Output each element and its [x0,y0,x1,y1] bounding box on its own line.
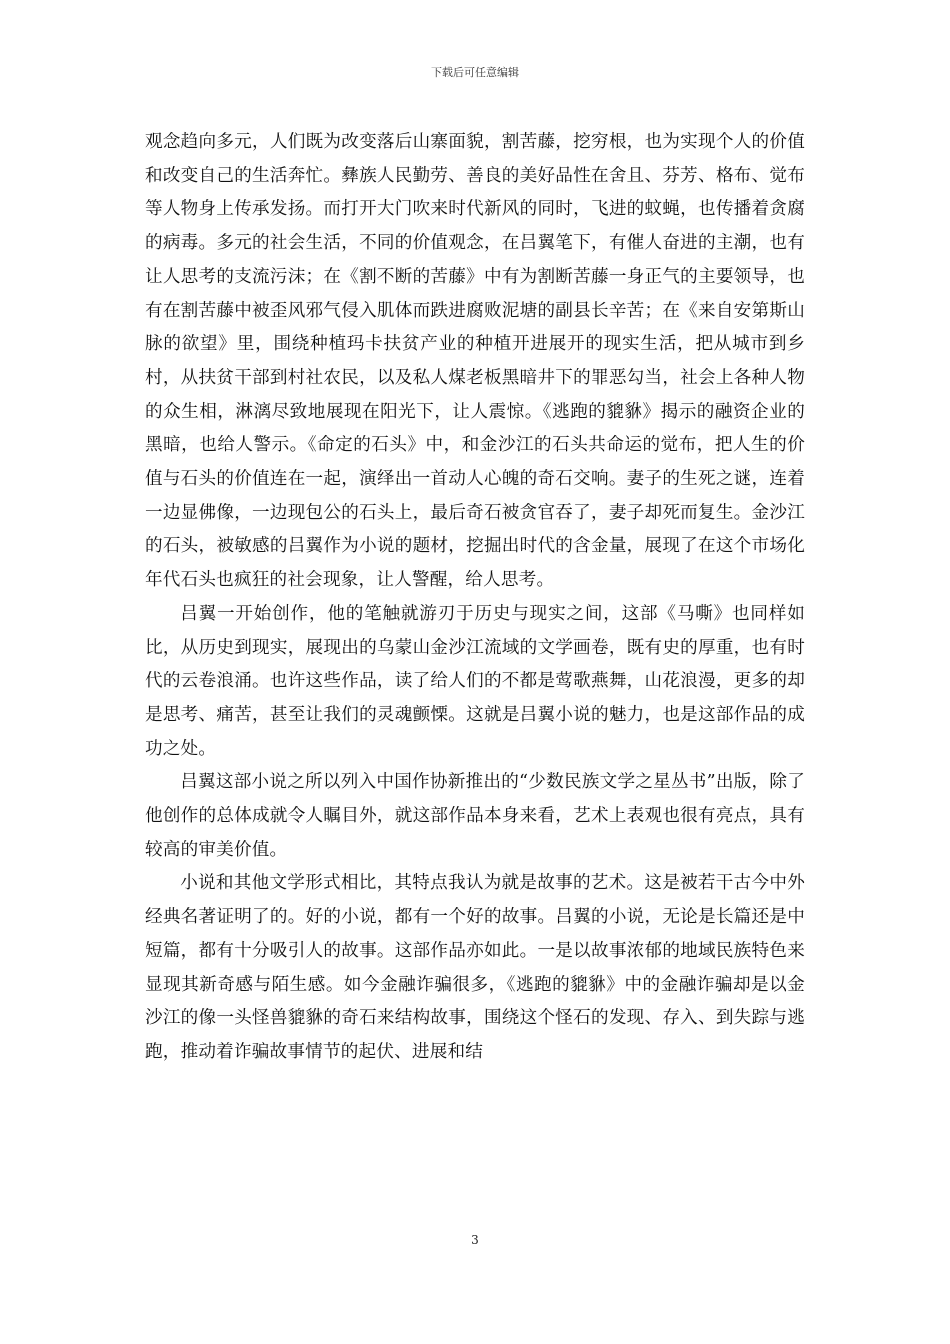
paragraph-1: 观念趋向多元，人们既为改变落后山寨面貌，割苦藤，挖穷根，也为实现个人的价值和改变自己的生活奔忙。彝族人民勤劳、善良的美好品性在舍且、芬芳、格布、觉布等人物身上传承发扬。而打开大门吹来时代新风的同时，飞进的蚊蝇，也传播着贪腐的病毒。多元的社会生活，不同的价值观念，在吕翼笔下，有催人奋进的主潮，也有让人思考的支流污沫；在《割不断的苦藤》中有为割断苦藤一身正气的主要领导，也有在割苦藤中被歪风邪气侵入肌体而跌进腐败泥塘的副县长辛苦；在《来自安第斯山脉的欲望》里，围绕种植玛卡扶贫产业的种植开进展开的现实生活，把从城市到乡村，从扶贫干部到村社农民，以及私人煤老板黑暗井下的罪恶勾当，社会上各种人物的众生相，淋漓尽致地展现在阳光下，让人震惊。《逃跑的貔貅》揭示的融资企业的黑暗，也给人警示。《命定的石头》中，和金沙江的石头共命运的觉布，把人生的价值与石头的价值连在一起，演绎出一首动人心魄的奇石交响。妻子的生死之谜，连着一边显佛像，一边现包公的石头上，最后奇石被贪官吞了，妻子却死而复生。金沙江的石头，被敏感的吕翼作为小说的题材，挖掘出时代的含金量，展现了在这个市场化年代石头也疯狂的社会现象，让人警醒，给人思考。 [145,132,805,591]
page-header: 下载后可任意编辑 [431,66,519,79]
paragraph-2: 吕翼一开始创作，他的笔触就游刃于历史与现实之间，这部《马嘶》也同样如比，从历史到现实，展现出的乌蒙山金沙江流域的文学画卷，既有史的厚重，也有时代的云卷浪涌。也许这些作品，读了给人们的不都是莺歌燕舞，山花浪漫，更多的却是思考、痛苦，甚至让我们的灵魂颤慄。这就是吕翼小说的魅力，也是这部作品的成功之处。 [145,603,805,759]
paragraph-4: 小说和其他文学形式相比，其特点我认为就是故事的艺术。这是被若干古今中外经典名著证明了的。好的小说，都有一个好的故事。吕翼的小说，无论是长篇还是中短篇，都有十分吸引人的故事。这部作品亦如此。一是以故事浓郁的地域民族特色来显现其新奇感与陌生感。如今金融诈骗很多，《逃跑的貔貅》中的金融诈骗却是以金沙江的像一头怪兽貔貅的奇石来结构故事，围绕这个怪石的发现、存入、到失踪与逃跑，推动着诈骗故事情节的起伏、进展和结 [145,873,805,1062]
page-number: 3 [471,1233,479,1247]
document-body [145,126,805,1070]
paragraph-3: 吕翼这部小说之所以列入中国作协新推出的“少数民族文学之星丛书”出版，除了他创作的总体成就令人瞩目外，就这部作品本身来看，艺术上表观也很有亮点，具有较高的审美价值。 [145,772,805,860]
